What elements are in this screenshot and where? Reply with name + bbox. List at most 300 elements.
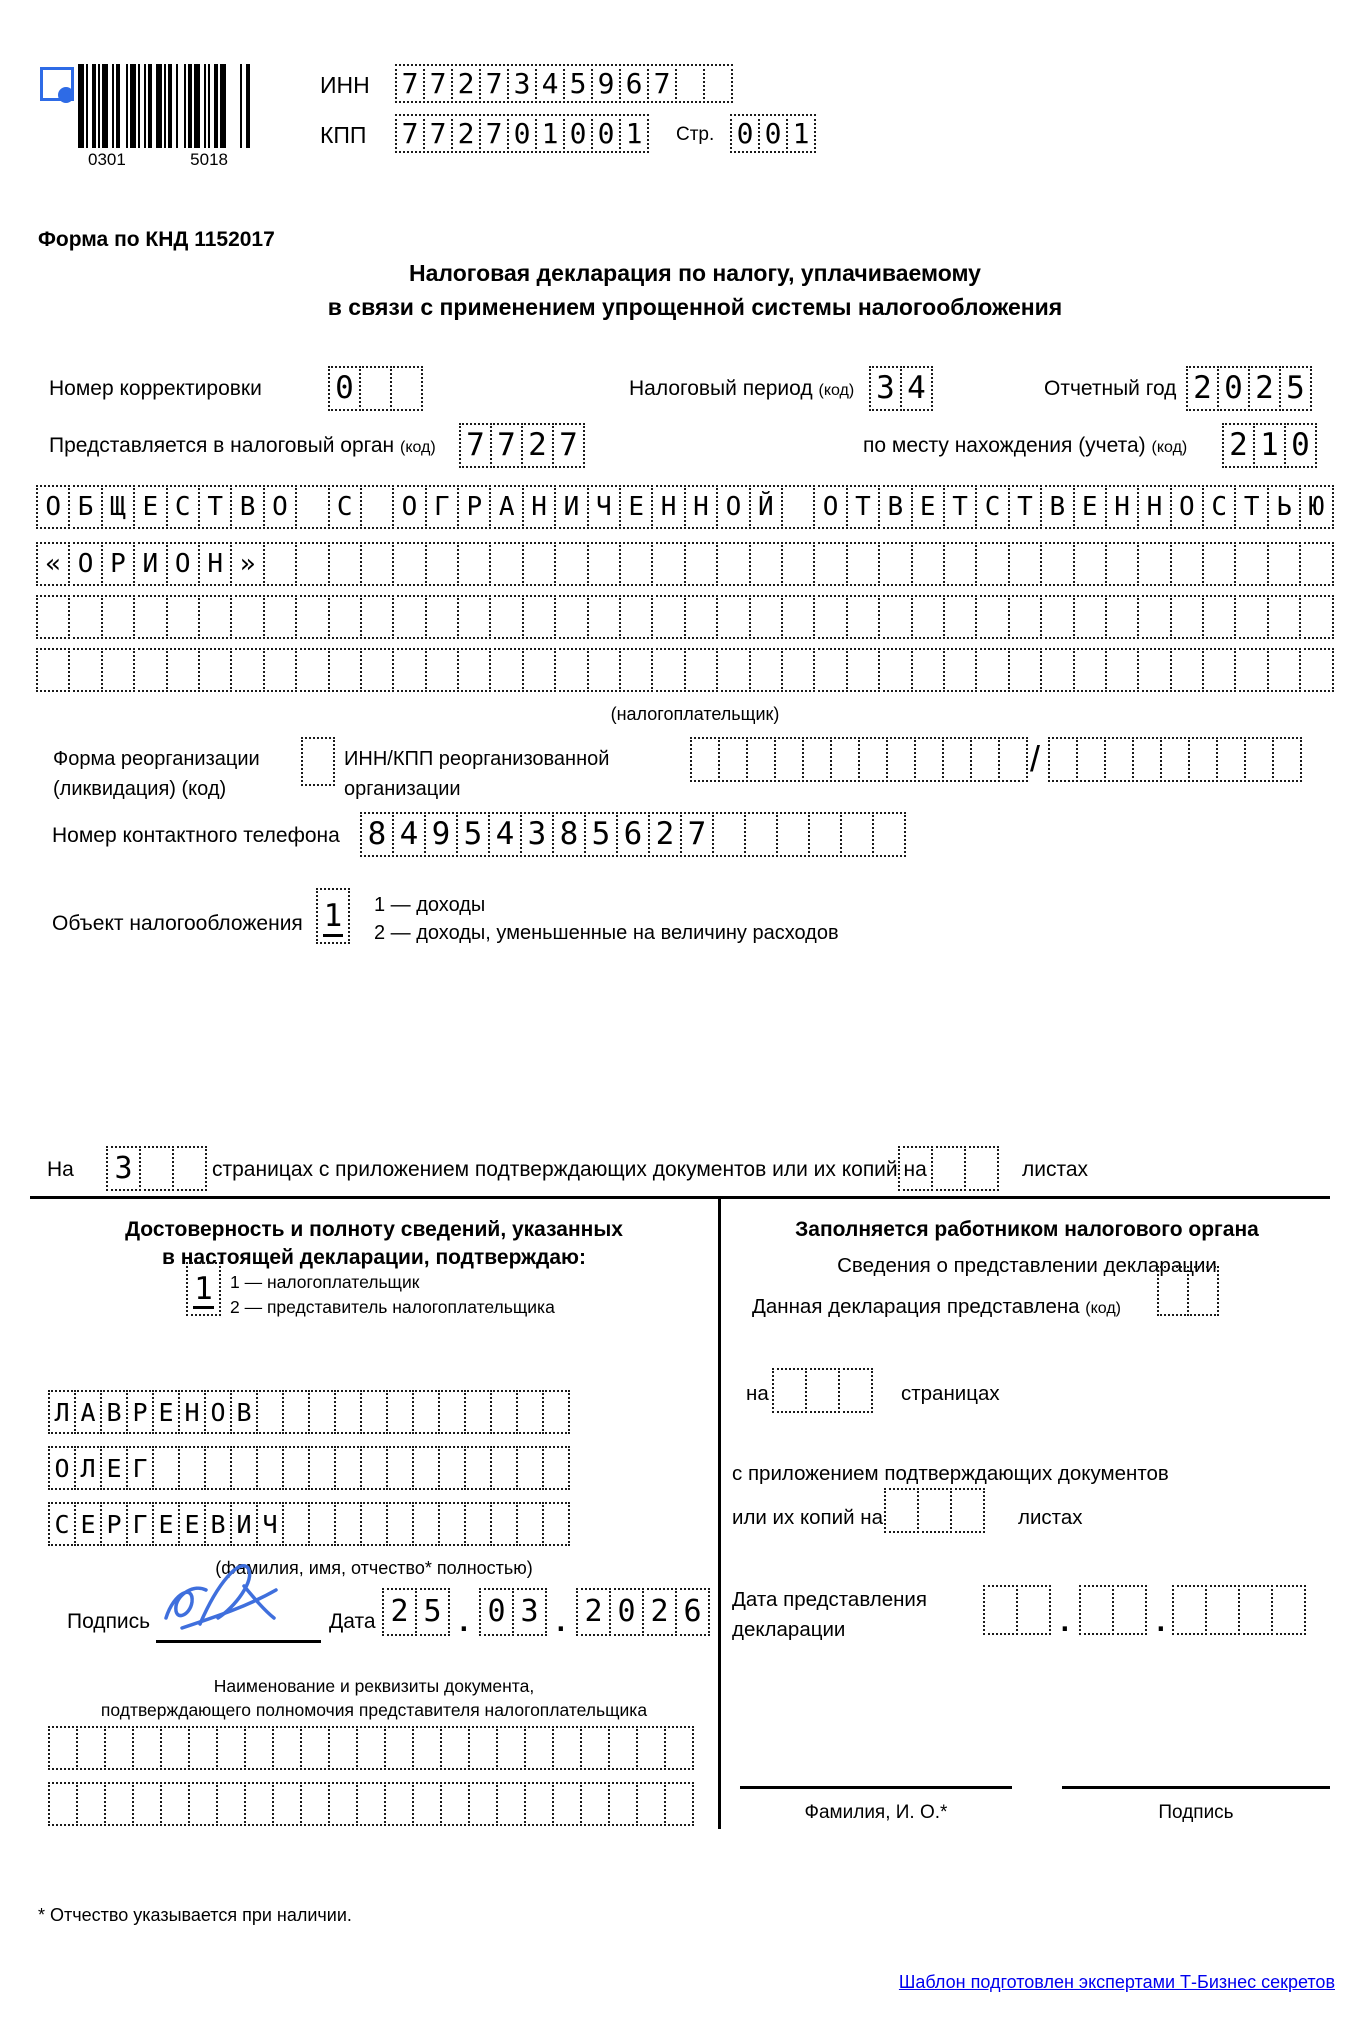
- contact-phone-cell[interactable]: 5: [456, 812, 490, 857]
- taxpayer-name-row2-cell[interactable]: [425, 542, 459, 586]
- taxpayer-name-row3-cell[interactable]: [651, 595, 685, 639]
- fio-surname-cell[interactable]: [334, 1390, 362, 1434]
- taxpayer-name-row4-cell[interactable]: [1040, 648, 1074, 692]
- taxpayer-name-row1-cell[interactable]: Ч: [587, 485, 621, 529]
- fio-surname-cell[interactable]: [464, 1390, 492, 1434]
- taxpayer-name-row4-cell[interactable]: [1105, 648, 1139, 692]
- footer-template-link[interactable]: Шаблон подготовлен экспертами Т-Бизнес секретов: [898, 1972, 1335, 1992]
- doc-row2-cell[interactable]: [636, 1782, 666, 1826]
- inn-cell[interactable]: 7: [395, 64, 425, 103]
- kpp-cell[interactable]: 7: [479, 114, 509, 153]
- doc-row2-cell[interactable]: [524, 1782, 554, 1826]
- doc-row1-cell[interactable]: [160, 1726, 190, 1770]
- contact-phone-cell[interactable]: 7: [680, 812, 714, 857]
- official-copies-cells[interactable]: [884, 1488, 985, 1533]
- presented-code-cell[interactable]: [1157, 1266, 1189, 1316]
- taxpayer-name-row2-cell[interactable]: [522, 542, 556, 586]
- doc-row1-cell[interactable]: [608, 1726, 638, 1770]
- taxpayer-name-row4-cell[interactable]: [716, 648, 750, 692]
- doc-row2-cell[interactable]: [300, 1782, 330, 1826]
- doc-row1-cell[interactable]: [272, 1726, 302, 1770]
- reorg-kpp-cell[interactable]: [1160, 737, 1190, 782]
- taxpayer-name-row1-cell[interactable]: В: [878, 485, 912, 529]
- fio-patronymic-cell[interactable]: [308, 1502, 336, 1546]
- taxpayer-name-row1-cells[interactable]: [36, 485, 1334, 529]
- fio-name-cell[interactable]: О: [48, 1446, 76, 1490]
- contact-phone-cell[interactable]: 9: [424, 812, 458, 857]
- fio-surname-cell[interactable]: В: [230, 1390, 258, 1434]
- fio-surname-cell[interactable]: [308, 1390, 336, 1434]
- location-code-cell[interactable]: 2: [1222, 423, 1255, 468]
- taxpayer-name-row2-cell[interactable]: [1299, 542, 1333, 586]
- fio-name-cell[interactable]: Е: [100, 1446, 128, 1490]
- taxpayer-name-row4-cell[interactable]: [68, 648, 102, 692]
- fio-patronymic-cell[interactable]: В: [204, 1502, 232, 1546]
- taxpayer-name-row1-cell[interactable]: Е: [911, 485, 945, 529]
- fio-name-cell[interactable]: [438, 1446, 466, 1490]
- taxpayer-name-row3-cell[interactable]: [198, 595, 232, 639]
- tax-period-cells[interactable]: [869, 366, 933, 411]
- taxpayer-name-row1-cell[interactable]: Т: [1008, 485, 1042, 529]
- doc-row1-cell[interactable]: [300, 1726, 330, 1770]
- fio-name-cell[interactable]: Л: [74, 1446, 102, 1490]
- fio-surname-cell[interactable]: [360, 1390, 388, 1434]
- doc-row2-cell[interactable]: [132, 1782, 162, 1826]
- fio-name-cell[interactable]: [230, 1446, 258, 1490]
- tax-authority-cells[interactable]: [459, 423, 585, 468]
- fio-name-cell[interactable]: [464, 1446, 492, 1490]
- taxpayer-name-row4-cell[interactable]: [198, 648, 232, 692]
- inn-cell[interactable]: 3: [507, 64, 537, 103]
- fio-surname-cell[interactable]: [412, 1390, 440, 1434]
- date-month-cell[interactable]: 3: [512, 1588, 547, 1636]
- official-pages-cell[interactable]: [838, 1368, 873, 1413]
- reorg-kpp-cell[interactable]: [1244, 737, 1274, 782]
- contact-phone-cell[interactable]: 8: [552, 812, 586, 857]
- taxpayer-name-row3-cell[interactable]: [392, 595, 426, 639]
- taxpayer-name-row3-cell[interactable]: [1170, 595, 1204, 639]
- fio-patronymic-cell[interactable]: Е: [178, 1502, 206, 1546]
- fio-patronymic-cell[interactable]: [334, 1502, 362, 1546]
- fio-surname-cell[interactable]: Л: [48, 1390, 76, 1434]
- official-pages-cell[interactable]: [772, 1368, 807, 1413]
- fio-name-cell[interactable]: [152, 1446, 180, 1490]
- taxpayer-name-row1-cell[interactable]: Т: [943, 485, 977, 529]
- official-copies-cell[interactable]: [917, 1488, 952, 1533]
- date-month-cell[interactable]: 0: [479, 1588, 514, 1636]
- taxpayer-name-row4-cell[interactable]: [1170, 648, 1204, 692]
- taxpayer-name-row3-cell[interactable]: [1105, 595, 1139, 639]
- taxpayer-name-row4-cell[interactable]: [489, 648, 523, 692]
- taxpayer-name-row2-cells[interactable]: [36, 542, 1334, 586]
- taxpayer-name-row3-cell[interactable]: [133, 595, 167, 639]
- inn-cell[interactable]: 6: [619, 64, 649, 103]
- contact-phone-cell[interactable]: [872, 812, 906, 857]
- taxpayer-name-row1-cell[interactable]: В: [1040, 485, 1074, 529]
- fio-patronymic-cell[interactable]: [542, 1502, 570, 1546]
- pages-count-cell[interactable]: 3: [106, 1146, 141, 1191]
- fio-name-cell[interactable]: [256, 1446, 284, 1490]
- kpp-cell[interactable]: 2: [451, 114, 481, 153]
- reorg-inn-cell[interactable]: [774, 737, 804, 782]
- taxpayer-name-row4-cell[interactable]: [943, 648, 977, 692]
- taxpayer-name-row2-cell[interactable]: [1040, 542, 1074, 586]
- contact-phone-cell[interactable]: 8: [360, 812, 394, 857]
- kpp-cell[interactable]: 0: [563, 114, 593, 153]
- correction-number-cells[interactable]: [328, 366, 423, 411]
- reorg-inn-cell[interactable]: [970, 737, 1000, 782]
- taxpayer-name-row2-cell[interactable]: [813, 542, 847, 586]
- doc-row1-cell[interactable]: [76, 1726, 106, 1770]
- taxpayer-name-row3-cell[interactable]: [425, 595, 459, 639]
- taxpayer-name-row2-cell[interactable]: Р: [101, 542, 135, 586]
- taxpayer-name-row4-cell[interactable]: [425, 648, 459, 692]
- kpp-cell[interactable]: 0: [591, 114, 621, 153]
- taxpayer-name-row1-cell[interactable]: О: [716, 485, 750, 529]
- taxpayer-name-row3-cell[interactable]: [911, 595, 945, 639]
- doc-row1-cell[interactable]: [132, 1726, 162, 1770]
- fio-name-cell[interactable]: Г: [126, 1446, 154, 1490]
- taxpayer-name-row1-cell[interactable]: Н: [1137, 485, 1171, 529]
- doc-row1-cell[interactable]: [104, 1726, 134, 1770]
- reorg-kpp-cell[interactable]: [1188, 737, 1218, 782]
- taxpayer-name-row1-cell[interactable]: О: [36, 485, 70, 529]
- reorg-inn-cell[interactable]: [942, 737, 972, 782]
- contact-phone-cell[interactable]: 6: [616, 812, 650, 857]
- fio-patronymic-cells[interactable]: [48, 1502, 570, 1546]
- fio-name-cell[interactable]: [178, 1446, 206, 1490]
- reorg-inn-cell[interactable]: [690, 737, 720, 782]
- taxpayer-name-row2-cell[interactable]: [943, 542, 977, 586]
- date-month-cells[interactable]: [479, 1588, 547, 1636]
- taxpayer-name-row4-cell[interactable]: [328, 648, 362, 692]
- official-date-month-cells[interactable]: [1079, 1585, 1147, 1635]
- doc-row2-cell[interactable]: [104, 1782, 134, 1826]
- fio-surname-cell[interactable]: [386, 1390, 414, 1434]
- inn-cell[interactable]: 5: [563, 64, 593, 103]
- contact-phone-cell[interactable]: 4: [392, 812, 426, 857]
- official-date-day-cell[interactable]: [1016, 1585, 1051, 1635]
- fio-patronymic-cell[interactable]: С: [48, 1502, 76, 1546]
- official-date-day-cells[interactable]: [983, 1585, 1051, 1635]
- doc-row1-cell[interactable]: [496, 1726, 526, 1770]
- taxpayer-name-row3-cell[interactable]: [943, 595, 977, 639]
- taxpayer-name-row3-cell[interactable]: [684, 595, 718, 639]
- taxpayer-name-row3-cell[interactable]: [328, 595, 362, 639]
- taxpayer-name-row4-cells[interactable]: [36, 648, 1334, 692]
- taxpayer-name-row1-cell[interactable]: Н: [1105, 485, 1139, 529]
- fio-surname-cell[interactable]: [490, 1390, 518, 1434]
- fio-patronymic-cell[interactable]: И: [230, 1502, 258, 1546]
- doc-row2-cell[interactable]: [580, 1782, 610, 1826]
- taxpayer-name-row4-cell[interactable]: [554, 648, 588, 692]
- taxpayer-name-row4-cell[interactable]: [457, 648, 491, 692]
- taxpayer-name-row1-cell[interactable]: С: [1202, 485, 1236, 529]
- taxpayer-name-row1-cell[interactable]: [781, 485, 815, 529]
- taxpayer-name-row4-cell[interactable]: [166, 648, 200, 692]
- fio-surname-cell[interactable]: А: [74, 1390, 102, 1434]
- kpp-cell[interactable]: 1: [619, 114, 649, 153]
- correction-number-cell[interactable]: [390, 366, 423, 411]
- taxpayer-name-row1-cell[interactable]: О: [263, 485, 297, 529]
- fio-name-cell[interactable]: [516, 1446, 544, 1490]
- report-year-cell[interactable]: 2: [1186, 366, 1219, 411]
- taxpayer-name-row1-cell[interactable]: О: [1170, 485, 1204, 529]
- attached-sheets-cell[interactable]: [898, 1146, 933, 1191]
- taxpayer-name-row2-cell[interactable]: [489, 542, 523, 586]
- taxpayer-name-row1-cell[interactable]: Б: [68, 485, 102, 529]
- taxpayer-name-row3-cell[interactable]: [1267, 595, 1301, 639]
- reorg-kpp-cell[interactable]: [1132, 737, 1162, 782]
- taxpayer-name-row4-cell[interactable]: [684, 648, 718, 692]
- date-year-cell[interactable]: 0: [609, 1588, 644, 1636]
- taxpayer-name-row2-cell[interactable]: Н: [198, 542, 232, 586]
- doc-row1-cell[interactable]: [636, 1726, 666, 1770]
- official-copies-cell[interactable]: [884, 1488, 919, 1533]
- attached-sheets-cells[interactable]: [898, 1146, 999, 1191]
- taxpayer-name-row1-cell[interactable]: Щ: [101, 485, 135, 529]
- reorg-inn-cell[interactable]: [830, 737, 860, 782]
- taxpayer-name-row3-cells[interactable]: [36, 595, 1334, 639]
- reorg-inn-cell[interactable]: [998, 737, 1028, 782]
- taxpayer-name-row4-cell[interactable]: [360, 648, 394, 692]
- taxpayer-name-row4-cell[interactable]: [813, 648, 847, 692]
- contact-phone-cell[interactable]: [808, 812, 842, 857]
- attached-sheets-cell[interactable]: [964, 1146, 999, 1191]
- date-year-cell[interactable]: 2: [576, 1588, 611, 1636]
- official-fio-line[interactable]: [740, 1786, 1012, 1789]
- tax-authority-cell[interactable]: 2: [521, 423, 554, 468]
- reorg-kpp-cell[interactable]: [1272, 737, 1302, 782]
- correction-number-cell[interactable]: [359, 366, 392, 411]
- taxpayer-name-row3-cell[interactable]: [457, 595, 491, 639]
- taxpayer-name-row2-cell[interactable]: [263, 542, 297, 586]
- taxpayer-name-row4-cell[interactable]: [522, 648, 556, 692]
- taxpayer-name-row3-cell[interactable]: [1008, 595, 1042, 639]
- taxpayer-name-row3-cell[interactable]: [975, 595, 1009, 639]
- taxpayer-name-row2-cell[interactable]: О: [68, 542, 102, 586]
- taxpayer-name-row3-cell[interactable]: [878, 595, 912, 639]
- fio-surname-cell[interactable]: В: [100, 1390, 128, 1434]
- doc-row2-cell[interactable]: [468, 1782, 498, 1826]
- kpp-cell[interactable]: 1: [535, 114, 565, 153]
- reorg-kpp-cell[interactable]: [1216, 737, 1246, 782]
- taxpayer-name-row4-cell[interactable]: [230, 648, 264, 692]
- doc-row1-cell[interactable]: [48, 1726, 78, 1770]
- taxpayer-name-row1-cell[interactable]: Е: [619, 485, 653, 529]
- fio-patronymic-cell[interactable]: [490, 1502, 518, 1546]
- inn-cell[interactable]: 4: [535, 64, 565, 103]
- kpp-cells[interactable]: [395, 114, 649, 153]
- taxpayer-name-row2-cell[interactable]: [619, 542, 653, 586]
- taxpayer-name-row3-cell[interactable]: [716, 595, 750, 639]
- taxpayer-name-row3-cell[interactable]: [587, 595, 621, 639]
- taxpayer-name-row4-cell[interactable]: [975, 648, 1009, 692]
- taxpayer-name-row3-cell[interactable]: [554, 595, 588, 639]
- fio-surname-cell[interactable]: Р: [126, 1390, 154, 1434]
- taxpayer-name-row1-cell[interactable]: Н: [684, 485, 718, 529]
- reorg-inn-cell[interactable]: [886, 737, 916, 782]
- official-copies-cell[interactable]: [950, 1488, 985, 1533]
- contact-phone-cell[interactable]: 4: [488, 812, 522, 857]
- taxpayer-name-row4-cell[interactable]: [36, 648, 70, 692]
- taxpayer-name-row2-cell[interactable]: [1234, 542, 1268, 586]
- taxpayer-name-row3-cell[interactable]: [619, 595, 653, 639]
- fio-name-cell[interactable]: [490, 1446, 518, 1490]
- tax-authority-cell[interactable]: 7: [459, 423, 492, 468]
- taxpayer-name-row1-cell[interactable]: Г: [425, 485, 459, 529]
- taxpayer-name-row4-cell[interactable]: [781, 648, 815, 692]
- official-pages-cells[interactable]: [772, 1368, 873, 1413]
- fio-name-cell[interactable]: [542, 1446, 570, 1490]
- taxpayer-name-row4-cell[interactable]: [1073, 648, 1107, 692]
- presented-code-cells[interactable]: [1157, 1266, 1219, 1316]
- taxpayer-name-row2-cell[interactable]: [1105, 542, 1139, 586]
- location-code-cell[interactable]: 1: [1253, 423, 1286, 468]
- doc-row1-cell[interactable]: [328, 1726, 358, 1770]
- taxpayer-name-row1-cell[interactable]: С: [166, 485, 200, 529]
- doc-row2-cell[interactable]: [440, 1782, 470, 1826]
- taxpayer-name-row1-cell[interactable]: Т: [1234, 485, 1268, 529]
- kpp-cell[interactable]: 7: [395, 114, 425, 153]
- reorg-code-cell[interactable]: [301, 737, 335, 786]
- report-year-cells[interactable]: [1186, 366, 1312, 411]
- taxpayer-name-row2-cell[interactable]: [1202, 542, 1236, 586]
- taxpayer-name-row1-cell[interactable]: Т: [846, 485, 880, 529]
- fio-patronymic-cell[interactable]: Е: [152, 1502, 180, 1546]
- taxpayer-name-row1-cell[interactable]: Н: [651, 485, 685, 529]
- taxpayer-name-row2-cell[interactable]: [1137, 542, 1171, 586]
- inn-cell[interactable]: 2: [451, 64, 481, 103]
- taxpayer-name-row2-cell[interactable]: [651, 542, 685, 586]
- tax-authority-cell[interactable]: 7: [552, 423, 585, 468]
- kpp-cell[interactable]: 7: [423, 114, 453, 153]
- doc-row1-cell[interactable]: [188, 1726, 218, 1770]
- fio-surname-cells[interactable]: [48, 1390, 570, 1434]
- kpp-cell[interactable]: 0: [507, 114, 537, 153]
- taxpayer-name-row4-cell[interactable]: [1234, 648, 1268, 692]
- taxpayer-name-row3-cell[interactable]: [166, 595, 200, 639]
- fio-name-cell[interactable]: [204, 1446, 232, 1490]
- contact-phone-cells[interactable]: [360, 812, 906, 857]
- taxpayer-name-row1-cell[interactable]: С: [328, 485, 362, 529]
- fio-patronymic-cell[interactable]: [282, 1502, 310, 1546]
- taxpayer-name-row2-cell[interactable]: И: [133, 542, 167, 586]
- reorg-code-cells[interactable]: [301, 737, 335, 786]
- contact-phone-cell[interactable]: [840, 812, 874, 857]
- doc-row2-cell[interactable]: [244, 1782, 274, 1826]
- taxpayer-name-row1-cell[interactable]: [360, 485, 394, 529]
- taxpayer-name-row1-cell[interactable]: О: [813, 485, 847, 529]
- doc-row2-cell[interactable]: [188, 1782, 218, 1826]
- taxpayer-name-row1-cell[interactable]: Т: [198, 485, 232, 529]
- taxpayer-name-row2-cell[interactable]: [295, 542, 329, 586]
- date-day-cell[interactable]: 2: [382, 1588, 417, 1636]
- taxpayer-name-row4-cell[interactable]: [1137, 648, 1171, 692]
- pages-count-cell[interactable]: [139, 1146, 174, 1191]
- taxpayer-name-row2-cell[interactable]: [975, 542, 1009, 586]
- taxpayer-name-row1-cell[interactable]: Р: [457, 485, 491, 529]
- fio-patronymic-cell[interactable]: [464, 1502, 492, 1546]
- doc-row1-cell[interactable]: [580, 1726, 610, 1770]
- taxpayer-name-row4-cell[interactable]: [392, 648, 426, 692]
- taxpayer-name-row1-cell[interactable]: Й: [749, 485, 783, 529]
- taxpayer-name-row3-cell[interactable]: [360, 595, 394, 639]
- doc-row1-cells[interactable]: [48, 1726, 694, 1770]
- doc-row1-cell[interactable]: [384, 1726, 414, 1770]
- doc-row1-cell[interactable]: [664, 1726, 694, 1770]
- taxpayer-name-row2-cell[interactable]: [1008, 542, 1042, 586]
- doc-row1-cell[interactable]: [412, 1726, 442, 1770]
- location-code-cell[interactable]: 0: [1284, 423, 1317, 468]
- taxpayer-name-row3-cell[interactable]: [295, 595, 329, 639]
- reorg-inn-cell[interactable]: [914, 737, 944, 782]
- official-signature-line[interactable]: [1062, 1786, 1330, 1789]
- report-year-cell[interactable]: 5: [1279, 366, 1312, 411]
- doc-row2-cell[interactable]: [160, 1782, 190, 1826]
- contact-phone-cell[interactable]: 3: [520, 812, 554, 857]
- date-day-cells[interactable]: [382, 1588, 450, 1636]
- taxpayer-name-row3-cell[interactable]: [522, 595, 556, 639]
- official-date-year-cells[interactable]: [1172, 1585, 1306, 1635]
- fio-patronymic-cell[interactable]: Р: [100, 1502, 128, 1546]
- fio-patronymic-cell[interactable]: Е: [74, 1502, 102, 1546]
- taxpayer-name-row1-cell[interactable]: В: [230, 485, 264, 529]
- taxpayer-name-row3-cell[interactable]: [1137, 595, 1171, 639]
- inn-cell[interactable]: [675, 64, 705, 103]
- taxpayer-name-row2-cell[interactable]: «: [36, 542, 70, 586]
- reorg-kpp-cell[interactable]: [1104, 737, 1134, 782]
- taxpayer-name-row1-cell[interactable]: Е: [133, 485, 167, 529]
- taxpayer-name-row2-cell[interactable]: [554, 542, 588, 586]
- taxpayer-name-row2-cell[interactable]: [878, 542, 912, 586]
- report-year-cell[interactable]: 0: [1217, 366, 1250, 411]
- fio-patronymic-cell[interactable]: Г: [126, 1502, 154, 1546]
- report-year-cell[interactable]: 2: [1248, 366, 1281, 411]
- fio-name-cell[interactable]: [412, 1446, 440, 1490]
- taxpayer-name-row3-cell[interactable]: [230, 595, 264, 639]
- official-date-year-cell[interactable]: [1271, 1585, 1306, 1635]
- fio-name-cells[interactable]: [48, 1446, 570, 1490]
- doc-row2-cell[interactable]: [412, 1782, 442, 1826]
- taxpayer-name-row4-cell[interactable]: [651, 648, 685, 692]
- taxpayer-name-row1-cell[interactable]: С: [975, 485, 1009, 529]
- fio-patronymic-cell[interactable]: [360, 1502, 388, 1546]
- fio-patronymic-cell[interactable]: Ч: [256, 1502, 284, 1546]
- taxpayer-name-row1-cell[interactable]: Ю: [1299, 485, 1333, 529]
- attached-sheets-cell[interactable]: [931, 1146, 966, 1191]
- taxpayer-name-row3-cell[interactable]: [36, 595, 70, 639]
- date-year-cell[interactable]: 6: [675, 1588, 710, 1636]
- reorg-kpp-cells[interactable]: [1048, 737, 1302, 782]
- taxpayer-name-row2-cell[interactable]: [911, 542, 945, 586]
- taxpayer-name-row3-cell[interactable]: [489, 595, 523, 639]
- fio-name-cell[interactable]: [334, 1446, 362, 1490]
- taxpayer-name-row1-cell[interactable]: Н: [522, 485, 556, 529]
- doc-row1-cell[interactable]: [356, 1726, 386, 1770]
- doc-row2-cells[interactable]: [48, 1782, 694, 1826]
- fio-surname-cell[interactable]: О: [204, 1390, 232, 1434]
- doc-row2-cell[interactable]: [272, 1782, 302, 1826]
- date-day-cell[interactable]: 5: [415, 1588, 450, 1636]
- tax-object-cells[interactable]: [316, 888, 350, 944]
- page-number-cell[interactable]: 0: [730, 114, 760, 153]
- taxpayer-name-row4-cell[interactable]: [878, 648, 912, 692]
- doc-row2-cell[interactable]: [76, 1782, 106, 1826]
- reorg-inn-cell[interactable]: [718, 737, 748, 782]
- fio-surname-cell[interactable]: Н: [178, 1390, 206, 1434]
- taxpayer-name-row4-cell[interactable]: [133, 648, 167, 692]
